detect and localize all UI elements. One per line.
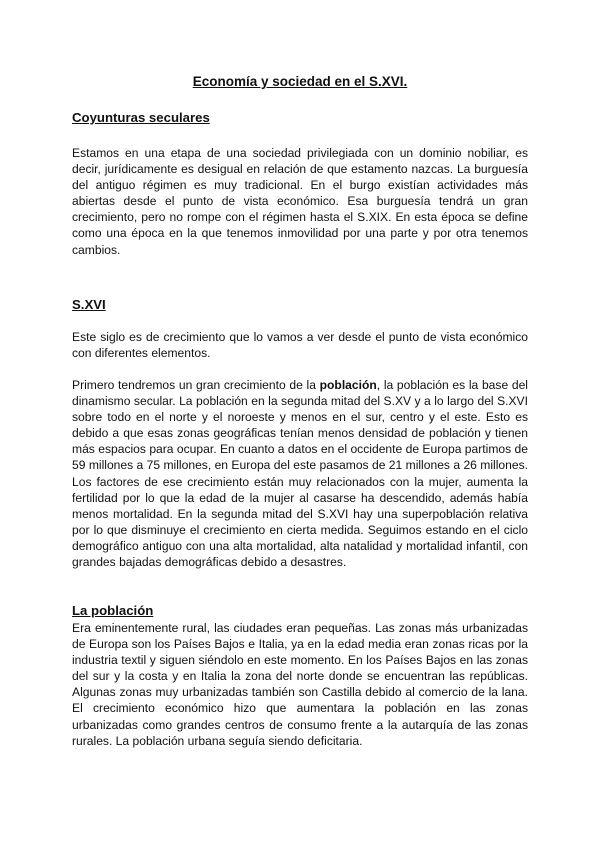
section-heading-coyunturas: Coyunturas seculares <box>72 110 210 125</box>
paragraph-la-poblacion: Era eminentemente rural, las ciudades eran pequeñas. Las zonas más urbanizadas de Europa son los Países Bajos e Italia, ya en la edad media eran zonas ricas por la industria textil y siguen siéndolo en este momento. En los Países Bajos en las zonas del sur y la costa y en Italia la zona del norte donde se encuentran las repúblicas. Algunas zonas muy urbanizadas también son Castilla debido al comercio de la lana. El crecimiento económico hizo que aumentara la población en las zonas urbanizadas como grandes centros de consumo frente a la autarquía de las zonas rurales. La población urbana seguía siendo deficitaria. <box>72 621 528 748</box>
section-heading-la-poblacion: La población <box>72 603 154 618</box>
paragraph-sxvi-poblacion <box>72 377 528 570</box>
document-title: Economía y sociedad en el S.XVI. <box>192 74 408 89</box>
paragraph-text-start: Primero tendremos un gran crecimiento de la <box>72 378 320 392</box>
paragraph-sxvi-intro: Este siglo es de crecimiento que lo vamos a ver desde el punto de vista económico con diferentes elementos. <box>72 330 528 361</box>
section-heading-sxvi: S.XVI <box>72 297 106 312</box>
paragraph-text-rest: , la población es la base del dinamismo secular. La población en la segunda mitad del S.XV y a lo largo del S.XVI sobre todo en el norte y el noroeste y menos en el sur, centro y el este. Esto es debido a que esas zonas geográficas tenían menos densidad de población y tienen más espacios para ocupar. En cuanto a datos en el occidente de Europa partimos de 59 millones a 75 millones, en Europa del este pasamos de 21 millones a 26 millones. Los factores de ese crecimiento están muy relacionados con la mujer, aumenta la fertilidad por lo que la edad de la mujer al casarse ha descendido, además había menos mortalidad. En la segunda mitad del S.XVI hay una superpoblación relativa por lo que disminuye el crecimiento en cierta medida. Seguimos estando en el ciclo demográfico antiguo con una alta mortalidad, alta natalidad y mortalidad infantil, con grandes bajadas demográficas debido a desastres. <box>72 378 528 570</box>
bold-term-poblacion: población <box>319 378 377 392</box>
paragraph-coyunturas: Estamos en una etapa de una sociedad privilegiada con un dominio nobiliar, es decir, jurídicamente es desigual en relación de que estamento nazcas. La burguesía del antiguo régimen es muy tradicional. En el burgo existían actividades más abiertas desde el punto de vista económico. Esa burguesía tendrá un gran crecimiento, pero no rompe con el régimen hasta el S.XIX. En esta época se define como una época en la que tenemos inmovilidad por una parte y por otra tenemos cambios. <box>72 146 528 257</box>
